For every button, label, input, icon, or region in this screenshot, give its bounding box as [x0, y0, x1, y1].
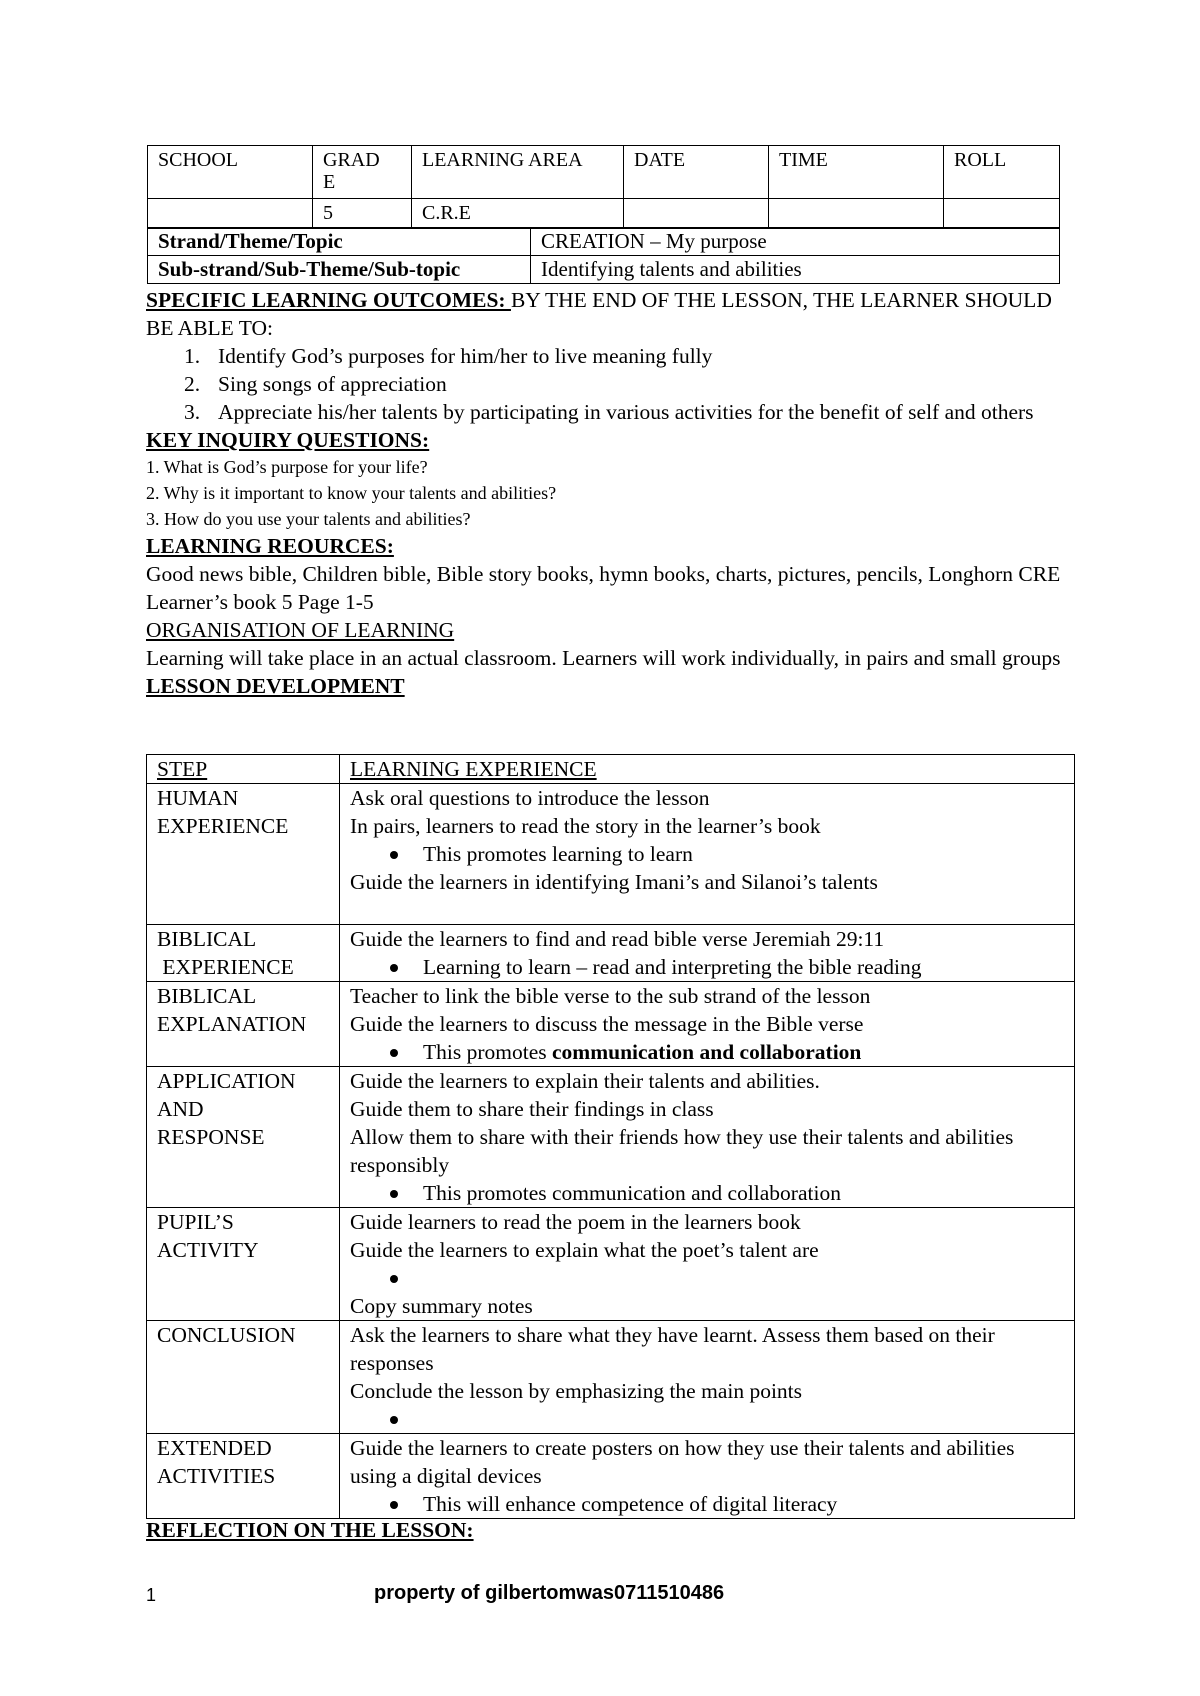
outcomes-list	[146, 342, 1076, 426]
experience-line: Guide the learners to discuss the message in the Bible verse	[350, 1012, 864, 1036]
inquiry-question: 1. What is God’s purpose for your life?	[146, 457, 428, 477]
step-column-header: STEP	[147, 755, 340, 784]
learning-experience	[340, 1321, 1075, 1434]
header-value-0	[148, 199, 313, 229]
learning-experience	[340, 784, 1075, 925]
lesson-step-row	[147, 982, 1075, 1067]
organisation-heading: ORGANISATION OF LEARNING	[146, 618, 455, 642]
lesson-step-row	[147, 925, 1075, 982]
header-value-4	[769, 199, 944, 229]
experience-bullet: Learning to learn – read and interpreting the bible reading	[350, 953, 1064, 981]
experience-line: In pairs, learners to read the story in the learner’s book	[350, 814, 821, 838]
experience-line: Guide learners to read the poem in the learners book	[350, 1210, 801, 1234]
resources-text: Good news bible, Children bible, Bible story books, hymn books, charts, pictures, pencils, Longhorn CRE Learner’s book 5 Page 1-5	[146, 562, 1061, 614]
header-values-row	[148, 199, 1060, 229]
inquiry-list	[146, 454, 1076, 532]
experience-line: Guide the learners to create posters on how they use their talents and abilities using a digital devices	[350, 1436, 1015, 1488]
step-name: APPLICATION AND RESPONSE	[147, 1067, 340, 1208]
outcome-text: Identify God’s purposes for him/her to live meaning fully	[218, 344, 713, 368]
experience-bullet: This promotes learning to learn	[350, 840, 1064, 868]
page-number: 1	[146, 1585, 157, 1605]
experience-line	[350, 896, 1064, 924]
learning-experience	[340, 982, 1075, 1067]
outcomes-heading: SPECIFIC LEARNING OUTCOMES:	[146, 288, 511, 312]
header-label-0: SCHOOL	[148, 146, 313, 199]
outcome-number: 3.	[184, 400, 201, 424]
experience-line: Guide the learners in identifying Imani’s and Silanoi’s talents	[350, 870, 878, 894]
step-name: CONCLUSION	[147, 1321, 340, 1434]
step-name: HUMAN EXPERIENCE	[147, 784, 340, 925]
step-name: BIBLICAL EXPERIENCE	[147, 925, 340, 982]
lesson-plan-body	[146, 286, 1076, 700]
substrand-value: Identifying talents and abilities	[531, 256, 1060, 284]
experience-bullet	[350, 1405, 1064, 1433]
header-value-2: C.R.E	[412, 199, 624, 229]
experience-line: Guide the learners to explain their talents and abilities.	[350, 1069, 820, 1093]
outcome-number: 1.	[184, 344, 201, 368]
experience-line: Ask oral questions to introduce the lesson	[350, 786, 710, 810]
experience-bold-text: communication and collaboration	[552, 1040, 862, 1064]
outcome-text: Appreciate his/her talents by participating in various activities for the benefit of self and others	[218, 400, 1034, 424]
experience-column-header: LEARNING EXPERIENCE	[340, 755, 1075, 784]
footer-property-text: property of gilbertomwas0711510486	[374, 1582, 725, 1604]
outcome-text: Sing songs of appreciation	[218, 372, 447, 396]
experience-line: Teacher to link the bible verse to the sub strand of the lesson	[350, 984, 871, 1008]
outcome-item	[146, 342, 1076, 370]
organisation-text: Learning will take place in an actual classroom. Learners will work individually, in pairs and small groups	[146, 646, 1061, 670]
strand-table	[147, 227, 1060, 284]
header-label-3: DATE	[624, 146, 769, 199]
lesson-step-row	[147, 1067, 1075, 1208]
strand-value: CREATION – My purpose	[531, 228, 1060, 256]
header-label-1: GRAD E	[313, 146, 412, 199]
resources-heading: LEARNING REOURCES:	[146, 534, 394, 558]
experience-line: Copy summary notes	[350, 1294, 533, 1318]
experience-line: Guide the learners to explain what the poet’s talent are	[350, 1238, 819, 1262]
experience-bullet: This promotes communication and collaboration	[350, 1038, 1064, 1066]
inquiry-heading: KEY INQUIRY QUESTIONS:	[146, 428, 430, 452]
lesson-step-row	[147, 1208, 1075, 1321]
experience-bullet	[350, 1264, 1064, 1292]
outcome-item	[146, 398, 1076, 426]
header-value-5	[944, 199, 1060, 229]
substrand-label: Sub-strand/Sub-Theme/Sub-topic	[148, 256, 531, 284]
strand-label: Strand/Theme/Topic	[148, 228, 531, 256]
learning-experience	[340, 1208, 1075, 1321]
reflection-heading: REFLECTION ON THE LESSON:	[146, 1518, 474, 1542]
inquiry-question: 2. Why is it important to know your talents and abilities?	[146, 483, 557, 503]
experience-line: Allow them to share with their friends how they use their talents and abilities responsibly	[350, 1125, 1014, 1177]
step-name: PUPIL’S ACTIVITY	[147, 1208, 340, 1321]
outcome-number: 2.	[184, 372, 201, 396]
lesson-step-row	[147, 1434, 1075, 1519]
experience-line: Conclude the lesson by emphasizing the main points	[350, 1379, 803, 1403]
learning-experience	[340, 1067, 1075, 1208]
header-table	[147, 145, 1060, 229]
lesson-step-row	[147, 784, 1075, 925]
step-name: BIBLICAL EXPLANATION	[147, 982, 340, 1067]
strand-row	[148, 228, 1060, 256]
substrand-row	[148, 256, 1060, 284]
lesson-header-row	[147, 755, 1075, 784]
header-value-3	[624, 199, 769, 229]
header-label-2: LEARNING AREA	[412, 146, 624, 199]
experience-line: Guide the learners to find and read bible verse Jeremiah 29:11	[350, 927, 885, 951]
experience-line: Ask the learners to share what they have learnt. Assess them based on their responses	[350, 1323, 995, 1375]
outcome-item	[146, 370, 1076, 398]
experience-line: Guide them to share their findings in class	[350, 1097, 714, 1121]
experience-bullet: This will enhance competence of digital literacy	[350, 1490, 1064, 1518]
learning-experience	[340, 1434, 1075, 1519]
outcomes-paragraph	[146, 286, 1076, 342]
experience-bullet: This promotes communication and collaboration	[350, 1179, 1064, 1207]
header-label-5: ROLL	[944, 146, 1060, 199]
header-labels-row	[148, 146, 1060, 199]
lesson-step-row	[147, 1321, 1075, 1434]
learning-experience	[340, 925, 1075, 982]
header-label-4: TIME	[769, 146, 944, 199]
step-name: EXTENDED ACTIVITIES	[147, 1434, 340, 1519]
header-value-1: 5	[313, 199, 412, 229]
outcomes-intro: BY THE END OF THE LESSON, THE LEARNER SHOULD BE ABLE TO:	[146, 288, 1052, 340]
lesson-development-heading: LESSON DEVELOPMENT	[146, 674, 405, 698]
lesson-development-table	[146, 754, 1075, 1519]
inquiry-question: 3. How do you use your talents and abilities?	[146, 509, 471, 529]
